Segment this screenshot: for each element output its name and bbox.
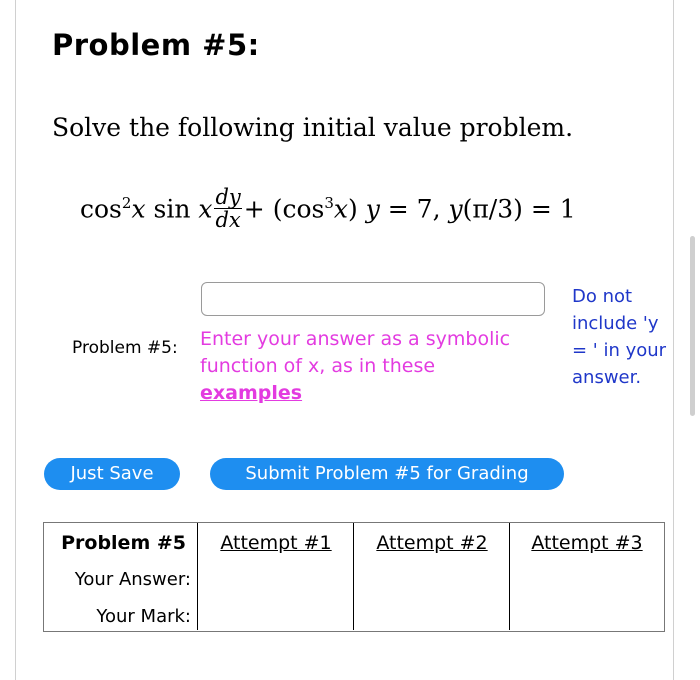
eq-dx: dx <box>215 208 241 232</box>
eq-x2: x <box>198 194 213 224</box>
answer-input[interactable] <box>201 282 545 316</box>
equation-left <box>80 194 212 223</box>
your-mark-label: Your Mark: <box>96 606 191 627</box>
eq-arg: (π/3) <box>462 194 523 224</box>
eq-x3: x <box>333 194 348 224</box>
scrollbar-thumb[interactable] <box>690 236 695 416</box>
just-save-button[interactable]: Just Save <box>44 458 180 490</box>
answer-note: Do not include 'y = ' in your answer. <box>572 286 667 388</box>
content-right-border <box>673 0 674 680</box>
content-left-border <box>15 0 16 680</box>
eq-cos: cos <box>80 194 122 224</box>
attempt-1-column <box>197 523 354 630</box>
eq-cube: 3 <box>324 193 334 212</box>
eq-close: ) <box>348 194 358 224</box>
problem-instruction: Solve the following initial value problem. <box>52 113 574 142</box>
hint-text: Enter your answer as a symbolic function of x, as in these <box>200 328 511 377</box>
attempt-3-link[interactable]: Attempt #3 <box>531 532 643 554</box>
eq-equals-1: = 1 <box>522 194 576 224</box>
eq-square: 2 <box>121 193 132 212</box>
attempt-1-link[interactable]: Attempt #1 <box>220 532 332 554</box>
derivative-fraction <box>214 186 241 231</box>
attempt-2-link[interactable]: Attempt #2 <box>376 532 488 554</box>
eq-dy: dy <box>215 185 241 209</box>
eq-plus: + <box>243 194 273 224</box>
submit-for-grading-button[interactable]: Submit Problem #5 for Grading <box>210 458 564 490</box>
eq-x1: x <box>131 194 146 224</box>
your-answer-label: Your Answer: <box>74 569 191 590</box>
answer-label: Problem #5: <box>72 338 178 358</box>
attempt-3-column <box>509 523 664 630</box>
attempt-2-column <box>353 523 510 630</box>
attempts-table <box>43 522 665 632</box>
attempts-table-header: Problem #5 <box>61 532 186 554</box>
differential-equation <box>80 186 576 246</box>
eq-sin: sin <box>145 194 199 224</box>
problem-title: Problem #5: <box>52 28 260 62</box>
attempts-label-column <box>44 523 197 630</box>
eq-equals-7: = 7, <box>379 194 449 224</box>
eq-open: (cos <box>272 194 325 224</box>
answer-hint <box>200 326 540 407</box>
examples-link[interactable]: examples <box>200 382 303 404</box>
equation-right <box>244 194 576 223</box>
eq-y: y <box>357 194 380 224</box>
eq-yfunc: y <box>448 194 463 224</box>
